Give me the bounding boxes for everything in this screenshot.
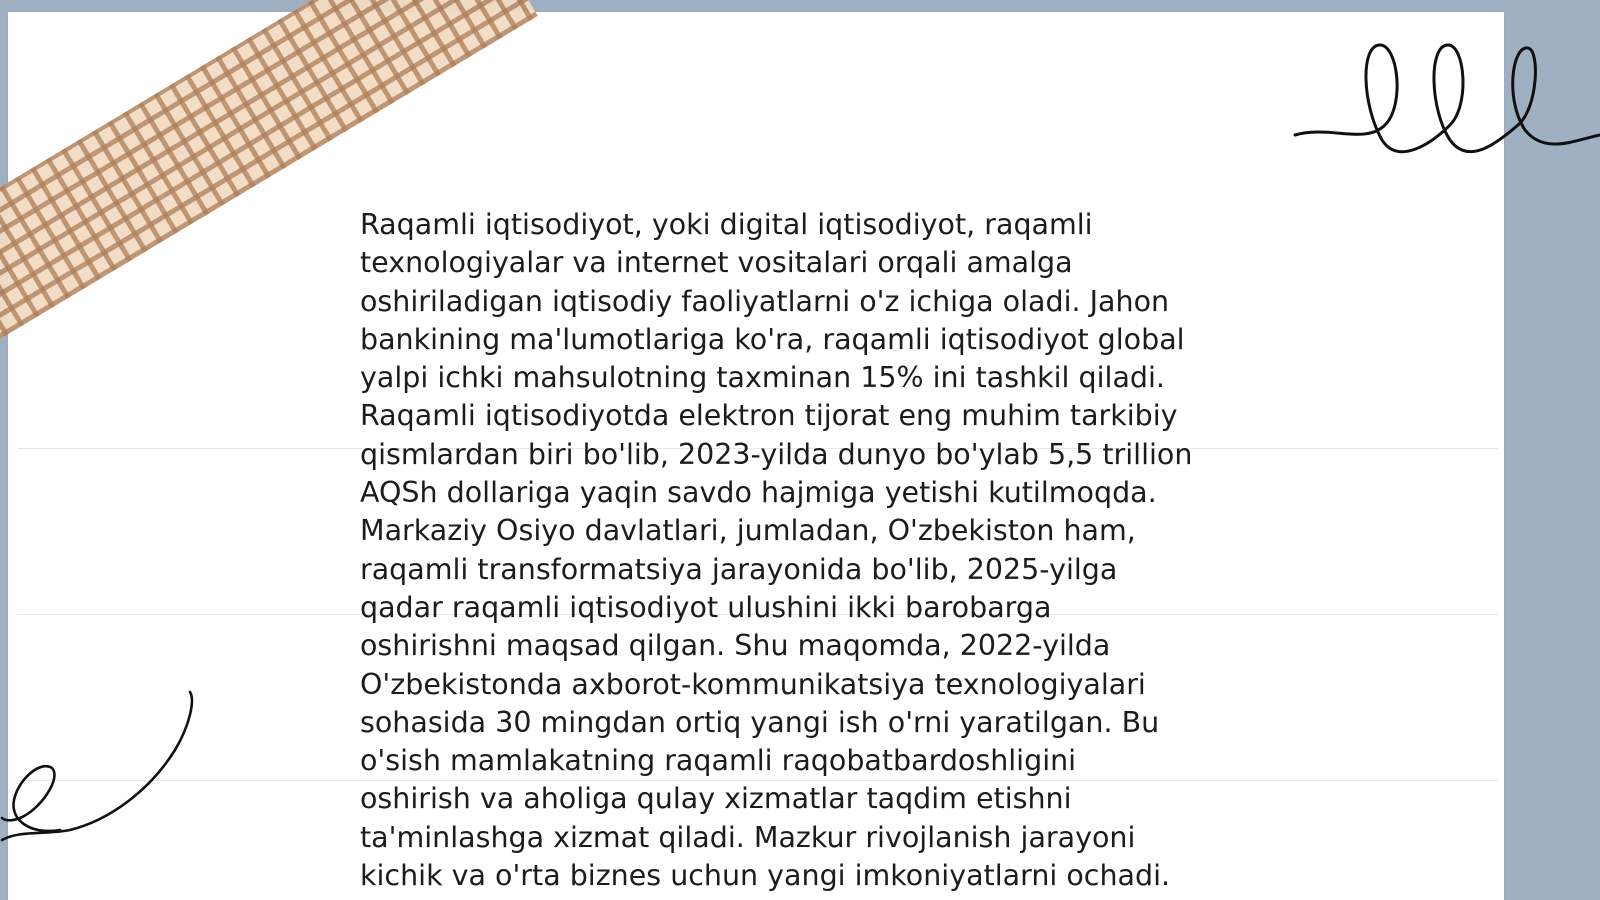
text-line: raqamli transformatsiya jarayonida bo'lib, 2025-yilga <box>360 552 1118 586</box>
curl-squiggle-icon <box>0 690 200 850</box>
text-line: o'sish mamlakatning raqamli raqobatbardoshligini <box>360 744 1077 778</box>
text-line: kichik va o'rta biznes uchun yangi imkoniyatlarni ochadi. <box>360 859 1171 893</box>
text-line: oshirish va aholiga qulay xizmatlar taqdim etishni <box>360 782 1072 816</box>
text-line: bankining ma'lumotlariga ko'ra, raqamli iqtisodiyot global <box>360 322 1185 356</box>
text-line: sohasida 30 mingdan ortiq yangi ish o'rni yaratilgan. Bu <box>360 705 1160 739</box>
text-line: ta'minlashga xizmat qiladi. Mazkur rivojlanish jarayoni <box>360 820 1136 854</box>
text-line: oshirishni maqsad qilgan. Shu maqomda, 2022-yilda <box>360 629 1111 663</box>
text-line: O'zbekistonda axborot-kommunikatsiya texnologiyalari <box>360 667 1146 701</box>
text-line: Raqamli iqtisodiyotda elektron tijorat eng muhim tarkibiy <box>360 399 1178 433</box>
text-line: qismlardan biri bo'lib, 2023-yilda dunyo bo'ylab 5,5 trillion <box>360 437 1193 471</box>
body-paragraph <box>360 206 1260 895</box>
text-line: yalpi ichki mahsulotning taxminan 15% ini tashkil qiladi. <box>360 361 1165 395</box>
text-line: AQSh dollariga yaqin savdo hajmiga yetishi kutilmoqda. <box>360 476 1157 510</box>
text-line: qadar raqamli iqtisodiyot ulushini ikki barobarga <box>360 590 1052 624</box>
loop-squiggle-icon <box>1290 30 1600 165</box>
text-line: oshiriladigan iqtisodiy faoliyatlarni o'z ichiga oladi. Jahon <box>360 284 1170 318</box>
text-line: Raqamli iqtisodiyot, yoki digital iqtisodiyot, raqamli <box>360 208 1093 241</box>
text-line: texnologiyalar va internet vositalari orqali amalga <box>360 246 1073 280</box>
text-line: Markaziy Osiyo davlatlari, jumladan, O'zbekiston ham, <box>360 514 1136 548</box>
